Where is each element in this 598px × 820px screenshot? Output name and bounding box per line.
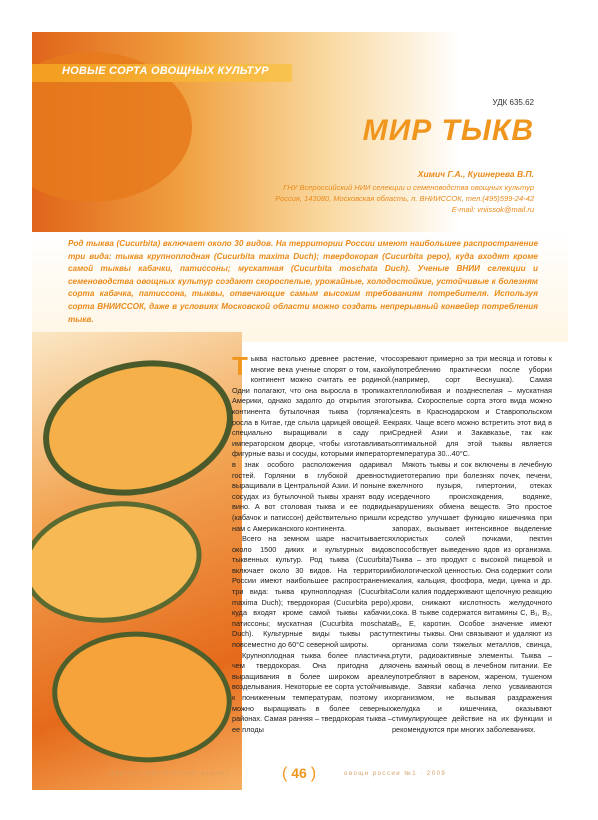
affiliation-line: Россия, 143080, Московская область, п. ВНИИССОК, тел.(495)599-24-42	[275, 194, 534, 203]
journal-name: овощи россии №1 · 2009	[344, 771, 447, 777]
drop-cap: Т	[232, 351, 248, 381]
udk-code: УДК 635.62	[492, 98, 534, 107]
section-title: НОВЫЕ СОРТА ОВОЩНЫХ КУЛЬТУР	[62, 65, 269, 77]
journal-type: научно-практический журнал	[110, 771, 231, 777]
page-number: ( 46 )	[282, 765, 317, 782]
paragraph: Крупноплодная тыква более пластична, чем твердокорая. Она пригодна для выращивания в более широком ареале возделывания. Некоторые ее сорта устойчивы к пониженным температурам, поэтому их можно выращивать в более северных районах. Самая ранняя – твердокорая тыква – ее плоды	[232, 650, 392, 734]
article-title: МИР ТЫКВ	[362, 114, 534, 147]
magazine-page	[32, 32, 568, 790]
page-number-value: 46	[291, 765, 307, 781]
paragraph: Всего на земном шаре насчитывается около 1500 диких и культурных видов тыквенных культур. Род тыква (Cucurbita) включает около 30 видов. На территории России имеют наибольшее распространение три вида: тыква крупноплодная (Cucurbita maxima Duch); твердокорая (Cucurbita pepo), куда входят кроме самой тыквы кабачки, патиссоны; мускатная (Cucurbita moschata Duch). Культурные виды тыквы растут повсеместно до 60°С северной широты.	[232, 534, 392, 650]
page-footer	[32, 765, 568, 785]
affiliation-line: ГНУ Всероссийский НИИ селекции и семеноводства овощных культур	[283, 183, 534, 192]
text-column-2	[392, 354, 552, 735]
paragraph: Мякоть тыквы и сок включены в лечебную диетотерапию при болезнях почек, печени, желчного пузыря, гипертонии, отеках сердечного происхождения, водянке, нарушениях обмена веществ. Это простое средство улучшает функцию кишечника при запорах, вызывает интенсивное выделение хлористых солей почками, пектин способствует выведению ядов из организма. Тыква – это продукт с высокой пищевой и биологической ценностью. Она содержит соли калия, кальция, фосфора, меди, цинка и др. Соли калия поддерживают щелочную реакцию крови, снижают кислотность желудочного сока. В тыкве содержатся витамины С, В₁, В₂, В₆, Е, каротин. Особое значение имеют пектины тыквы. Они связывают и удаляют из организма соли тяжелых металлов, свинца, ртути, радиоактивные элементы. Тыква – очень важный овощ в лечебном питании. Ее употребляют в вареном, жареном, тушеном виде. Завязи кабачка легко усваиваются организмом, не вызывая раздражения желудка и кишечника, оказывают стимулирующее действие на их функции и рекомендуются при многих заболеваниях.	[392, 459, 552, 734]
authors: Химич Г.А., Кушнерева В.П.	[417, 169, 534, 179]
abstract: Род тыквa (Cucurbita) включает около 30 видов. На территории России имеют наибольшее распространение три вида: тыква крупноплодная (Cucurbita maxima Duch); твердокорая (Cucurbita pepo), куда входят кроме самой тыквы кабачки, патиссоны; мускатная (Cucurbita moschata Duch). Ученые ВНИИ селекции и семеноводства овощных культур создают скороспелые, урожайные, холодостойкие, устойчивые к болезням сорта кабачка, патиссона, тыквы, отвечающие самым высоким требованиям потребителя. Используя сорта ВНИИССОК, даже в условиях Московской области можно создать непрерывный конвейер потребления тыкв.	[68, 239, 538, 324]
paragraph: ыква настолько древнее растение, что многие века ученые спорят о том, какой континент можно считать ее родиной. Одни полагают, что она выросла в тропиках Америки, однако задолго до открытия этого континента бутылочная тыква (горлянка) росла в Китае, где слыла царицей овощей. Ее специально выращивали в саду при императорском дворце, чтобы изготавливать фигурные вазы и сосуды, которыми император в знак особого расположения одаривал гостей. Горлянки в глубокой древности выращивали в Центральной Азии. И поныне в сосудах из бутылочной тыквы хранят воду и вино. А вот столовая тыква и ее подвиды (кабачок и патиссон) действительно пришли к нам с Американского континента.	[232, 354, 392, 533]
email-line: E-mail: vniissok@mail.ru	[451, 205, 534, 214]
paragraph: созревают примерно за три месяца и готовы к употреблению практически после уборки (например, сорт Веснушка). Самая теплолюбивая и позднеспелая – мускатная тыква. Скороспелые сорта этого вида можно сеять в Краснодарском и Ставропольском краях. Чаще всего можно встретить этот вид в Средней Азии и Закавказье, так как оптимальной для этой тыквы является температура 30...40°С.	[392, 354, 552, 459]
text-column-1	[232, 351, 392, 735]
